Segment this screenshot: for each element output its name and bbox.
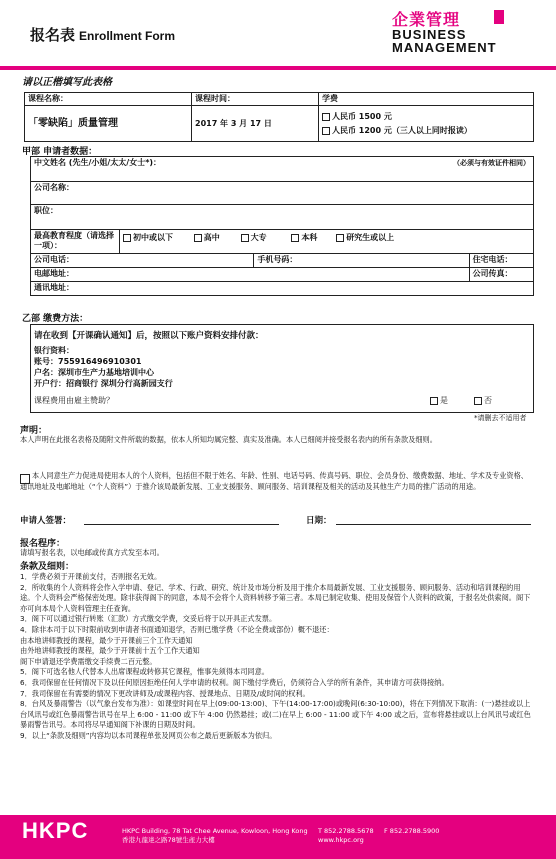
education-option-3-label: 大专 — [250, 233, 267, 242]
education-label: 最高教育程度（请选择一项）： — [31, 230, 120, 254]
terms-list — [20, 572, 534, 742]
sponsor-yes-checkbox[interactable] — [430, 397, 438, 405]
fax-field[interactable] — [469, 268, 533, 282]
logo-en-line2: MANAGEMENT — [392, 40, 497, 55]
term-item: 9．以上“条款及细则”内容均以本司课程单张及网页公布之最后更新版本为依归。 — [20, 730, 277, 740]
term-item: 6．我司保留在任何情况下及以任何原因拒绝任何人学申请的权利。阁下缴付学费后，仍须符合入学的所有条件，其申请方可获得接纳。 — [20, 677, 449, 687]
fill-instruction: 请以正楷填写此表格 — [22, 77, 112, 88]
bank-info-label: 银行资料： — [34, 346, 74, 355]
education-checkbox-1[interactable] — [123, 234, 131, 242]
education-options — [120, 230, 534, 254]
company-phone-field[interactable] — [31, 254, 254, 268]
form-title-zh: 报名表 — [30, 27, 76, 44]
education-option-5-label: 研究生或以上 — [346, 233, 395, 242]
date-line[interactable] — [336, 524, 531, 525]
logo-en-line1: BUSINESS — [392, 27, 467, 42]
form-title — [30, 24, 175, 45]
payment-intro: 请在收到【开课确认通知】后，按照以下账户资料安排付款： — [34, 331, 264, 341]
education-checkbox-3[interactable] — [241, 234, 249, 242]
position-field[interactable] — [31, 205, 534, 230]
education-option-1[interactable] — [123, 233, 173, 242]
signature-label: 申请人签署： — [20, 516, 72, 526]
logo-zh: 企業管理 — [392, 10, 461, 29]
education-checkbox-4[interactable] — [291, 234, 299, 242]
term-item: 3．阁下可以通过银行转账（汇款）方式缴交学费，交妥后将于以开具正式发票。 — [20, 614, 277, 624]
course-fee-label: 学费 — [319, 93, 534, 106]
footer-address — [122, 827, 308, 845]
header-divider — [0, 66, 556, 70]
term-subitem: 由外地讲师教授的课程，最少于开课前十五个工作天通知 — [20, 646, 200, 656]
date-label: 日期： — [306, 516, 332, 526]
company-phone-label: 公司电话： — [34, 255, 74, 264]
applicant-name-label: 中文姓名 (先生/小姐/太太/女士*)： — [34, 158, 162, 167]
education-option-4-label: 本科 — [301, 233, 318, 242]
procedure-title: 报名程序： — [20, 539, 66, 549]
hkpc-logo: HKPC — [22, 818, 89, 843]
course-time-value: 2017 年 3 月 17 日 — [192, 106, 319, 142]
section-a-title: 甲部 申请者数据： — [22, 147, 98, 157]
declaration-text-1: 本人声明在此报名表格及随附文件所载的数据，依本人所知均属完整、真实及准确。本人已细阅并接受报名表内的所有条款及细则。 — [20, 435, 437, 444]
email-label: 电邮地址： — [34, 269, 74, 278]
education-option-2[interactable] — [194, 233, 220, 242]
payment-details — [31, 325, 534, 413]
footer-website[interactable]: www.hkpc.org — [318, 836, 364, 844]
sponsor-yes-label: 是 — [440, 396, 448, 405]
address-label: 通讯地址： — [34, 283, 74, 292]
sponsor-no-checkbox[interactable] — [474, 397, 482, 405]
form-title-en: Enrollment Form — [79, 29, 176, 43]
position-label: 职位： — [34, 206, 58, 215]
course-time-label: 课程时间： — [192, 93, 319, 106]
education-option-2-label: 高中 — [203, 233, 220, 242]
education-option-3[interactable] — [241, 233, 267, 242]
payment-table — [30, 324, 534, 413]
home-phone-label: 住宅电话： — [472, 255, 513, 264]
business-management-logo — [380, 12, 545, 58]
bank-account-name: 户名：深圳市生产力基地培训中心 — [34, 368, 154, 377]
education-checkbox-2[interactable] — [194, 234, 202, 242]
term-item: 4．除非本司于以下时限前收到申请者书面通知退学，否则已缴学费（不论全费或部份）概不退还： — [20, 624, 334, 634]
fee-options — [319, 106, 534, 142]
email-field[interactable] — [31, 268, 470, 282]
education-option-5[interactable] — [336, 233, 394, 242]
sponsor-question: 课程费用由雇主赞助？ — [34, 396, 114, 405]
terms-title: 条款及细则： — [20, 562, 75, 572]
sponsor-row — [34, 395, 530, 406]
applicant-name-field[interactable] — [31, 157, 534, 182]
applicant-table — [30, 156, 534, 296]
company-name-label: 公司名称： — [34, 183, 74, 192]
course-name-value: 「零缺陷」质量管理 — [25, 106, 192, 142]
consent-block — [20, 471, 534, 492]
education-checkbox-5[interactable] — [336, 234, 344, 242]
bank-branch: 开户行：招商银行 深圳分行高新园支行 — [34, 379, 173, 388]
declaration-text-2: 本人同意生产力促进局使用本人的个人资料，包括但不限于姓名、年龄、性别、电话号码、传真号码、职位、会员身份、缴费数据、地址、学术及专业资格、通讯地址及电邮地址（“个人资料”）于推介该局最新发展、工业支援服务、顾问服务、培训课程及相关的活动及其他生产力局的推广活动的用途。 — [20, 471, 528, 491]
course-name-label: 课程名称： — [25, 93, 192, 106]
term-item: 8．台风及暴雨警告（以气象台发布为准）：如课堂时间在早上(09:00-13:00)、下午(14:00-17:00)或晚间(6:30-10:00)，将在下列情况下取消：(一)悬挂或以上台风讯号或红色暴雨警告讯号在早上 6:00 - 11:00 或下午 4:00 仍然悬挂；或(二)在早上 6:00 - 11:00 或下午 4:00 或之后，宣布将悬挂或以上台风讯号或红色暴雨警告讯号。本司将尽早通知阁下补课的日期及时间。 — [20, 699, 531, 730]
fee-checkbox-2[interactable] — [322, 127, 330, 135]
term-item: 1．学费必须于开课前支付，否则报名无效。 — [20, 572, 162, 581]
term-subitem: 阁下申请退还学费需缴交手续费二百元整。 — [20, 656, 157, 666]
address-field[interactable] — [31, 282, 534, 296]
signature-line[interactable] — [84, 524, 279, 525]
procedure-text: 请填写报名表，以电邮或传真方式发至本司。 — [20, 548, 164, 557]
education-option-1-label: 初中或以下 — [133, 233, 173, 242]
footer-tel: T 852.2788.5678 — [318, 827, 374, 835]
course-table — [24, 92, 534, 142]
home-phone-field[interactable] — [469, 254, 533, 268]
sponsor-yes[interactable] — [430, 395, 448, 406]
fax-label: 公司传真： — [472, 269, 513, 278]
fee-option-1-label: 人民币 1500 元 — [332, 112, 392, 121]
section-b-title: 乙部 缴费方法： — [22, 314, 89, 324]
company-name-field[interactable] — [31, 182, 534, 205]
bank-account: 账号：755916496910301 — [34, 357, 142, 366]
footer-fax: F 852.2788.5900 — [384, 827, 440, 835]
footer-address-zh: 香港九龍達之路78號生產力大樓 — [122, 836, 215, 844]
mobile-label: 手机号码： — [257, 255, 298, 264]
sponsor-no[interactable] — [474, 395, 492, 406]
fee-option-2-label: 人民币 1200 元（三人以上同时报读） — [332, 126, 472, 135]
footer-address-en: HKPC Building, 78 Tat Chee Avenue, Kowloon, Hong Kong — [122, 827, 308, 835]
term-item: 5．阁下可选名他人代替本人出席课程或转修其它课程，惟事先须得本司同意。 — [20, 667, 269, 677]
term-item: 2．所收集的个人资料将会作入学申请、登记、学术、行政、研究、统计及市场分析及用于推介本局最新发展、工业支援服务、顾问服务、活动和培训课程的用途。个人资料会严格保密处理。除非获得阁下的同意，本局不会将个人资料转移予第三者。本局已制定收集、使用及保管个人资料的政策，于报名处供索阅。阁下亦可向本局个人资料管理主任查询。 — [20, 582, 531, 613]
declaration-title: 声明： — [20, 426, 48, 436]
term-item: 7．我司保留在有需要的情况下更改讲师及/或课程内容、授课地点、日期及/或时间的权利。 — [20, 688, 310, 698]
term-subitem: 由本地讲师教授的课程，最少于开课前三个工作天通知 — [20, 635, 193, 645]
fee-option-2[interactable] — [322, 124, 530, 138]
consent-checkbox[interactable] — [20, 474, 30, 484]
delete-note: *请删去不适用者 — [474, 414, 527, 422]
sponsor-no-label: 否 — [484, 396, 492, 405]
applicant-name-note: （必须与有效证件相同） — [453, 159, 530, 167]
education-option-4[interactable] — [291, 233, 317, 242]
fee-checkbox-1[interactable] — [322, 113, 330, 121]
fee-option-1[interactable] — [322, 110, 530, 124]
mobile-field[interactable] — [254, 254, 469, 268]
